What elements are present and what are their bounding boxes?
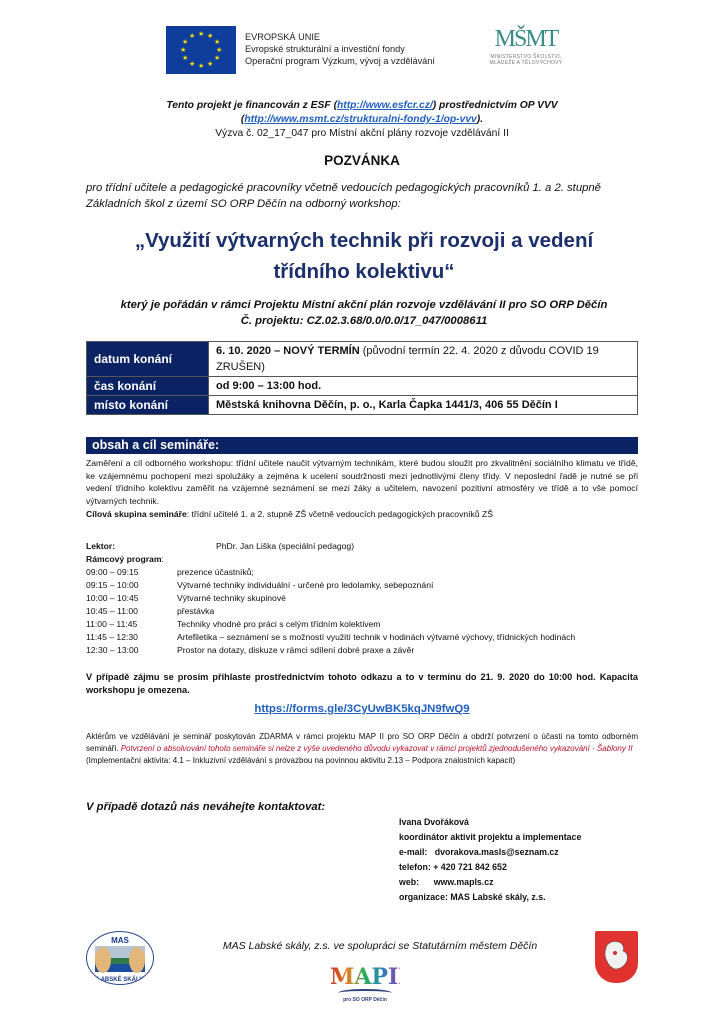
svg-text:MAS: MAS <box>111 936 129 945</box>
program-label: Rámcový program: <box>86 554 164 564</box>
esf-link[interactable]: http://www.esfcr.cz/ <box>337 100 433 111</box>
msmt-logo <box>485 24 567 74</box>
email-link[interactable]: dvorakova.masls@seznam.cz <box>434 847 559 857</box>
eu-line-3: Operační program Výzkum, vývoj a vzdělávání <box>245 56 435 66</box>
funding-line-2: (http://www.msmt.cz/strukturalni-fondy-1/op-vvv). <box>240 114 484 125</box>
svg-text:LABSKÉ SKÁLY: LABSKÉ SKÁLY <box>96 977 144 983</box>
eu-logo-text <box>245 31 435 67</box>
detail-row-time <box>87 377 638 396</box>
contact-email: e-mail: dvorakova.masls@seznam.cz <box>399 847 559 857</box>
detail-row-place <box>87 396 638 415</box>
eu-line-1: EVROPSKÁ UNIE <box>245 32 321 42</box>
target-group: Cílová skupina semináře: třídní učitelé 1. a 2. stupně ZŠ včetně vedoucích pedagogických pracovníků ZŠ <box>86 509 493 519</box>
contact-question: V případě dotazů nás neváhejte kontaktovat: <box>86 801 326 813</box>
decin-coat-of-arms-icon <box>595 931 638 983</box>
registration-link-wrap <box>0 699 724 717</box>
detail-value: 6. 10. 2020 – NOVÝ TERMÍN (původní termín 22. 4. 2020 z důvodu COVID 19 ZRUŠEN) <box>209 342 638 377</box>
detail-label: čas konání <box>87 377 209 396</box>
msmt-line-2: MLÁDEŽE A TĚLOVÝCHOVY <box>489 60 563 66</box>
section-heading-bar: obsah a cíl semináře: <box>86 437 638 454</box>
footer-text: MAS Labské skály, z.s. ve spolupráci se Statutárním městem Děčín <box>222 940 538 952</box>
registration-text: V případě zájmu se prosím přihlaste prostřednictvím tohoto odkazu a to v termínu do 21. 9. 2020 do 10:00 hod. Kapacita workshopu je omezena. <box>86 672 638 695</box>
msmt-link[interactable]: http://www.msmt.cz/strukturalni-fondy-1/op-vvv <box>244 114 477 125</box>
detail-label: datum konání <box>87 342 209 377</box>
web-link[interactable]: www.mapls.cz <box>433 877 494 887</box>
eu-flag-icon: ★ ★ ★ ★ ★ ★ ★ ★ ★ ★ ★ ★ <box>166 26 236 74</box>
invitation-target: pro třídní učitele a pedagogické pracovníky včetně vedoucích pedagogických pracovníků 1. a 2. stupně Základních škol z území SO ORP Děčín na odborný workshop: <box>86 182 601 210</box>
contact-block <box>399 815 581 905</box>
notes-warning: Potvrzení o absolvování tohoto semináře si nelze z výše uvedeného důvodu vykazovat v rámci projektů zjednodušeného vykazování - Šablony II <box>120 744 633 753</box>
detail-row-date <box>87 342 638 377</box>
eu-line-2: Evropské strukturální a investiční fondy <box>245 44 405 54</box>
contact-phone: telefon: + 420 721 842 652 <box>399 862 507 872</box>
mas-logo-icon <box>86 931 154 985</box>
msmt-mark: MŠMT <box>494 26 558 52</box>
implementation-activity: (Implementační aktivita: 4.1 – Inkluzivní vzdělávání s provazbou na povinnou aktivitu 2.13 – Podpora znalostních kapacit) <box>86 756 516 765</box>
notes: Aktérům ve vzdělávání je seminář poskytován ZDARMA v rámci projektu MAP II pro SO ORP Děčín a obdrží potvrzení o účasti na tomto odborném semináři. Potvrzení o absolvování tohoto semináře si nelze z výše uvedeného důvodu vykazovat v rámci projektů zjednodušeného vykazování - Šablony II (Implementační aktivita: 4.1 – Inkluzivní vzdělávání s provazbou na povinnou aktivitu 2.13 – Podpora znalostních kapacit) <box>86 732 638 765</box>
mapii-logo-icon: MAPII pro SO ORP Děčín <box>330 964 409 1003</box>
contact-role: koordinátor aktivit projektu a implementace <box>399 832 582 842</box>
msmt-line-1: MINISTERSTVO ŠKOLSTVÍ, <box>490 54 562 60</box>
call-number: Výzva č. 02_17_047 pro Místní akční plány rozvoje vzdělávání II <box>215 128 509 139</box>
contact-web: web: www.mapls.cz <box>399 877 494 887</box>
details-table <box>86 341 638 415</box>
funding-line-1: Tento projekt je financován z ESF (http://www.esfcr.cz/) prostřednictvím OP VVV <box>166 100 558 111</box>
section-description: Zaměření a cíl odborného workshopu: třídní učitele naučit výtvarným technikám, které budou sloužit pro zkvalitnění sociálního klimatu ve třídě, ke vzájemnému pochopení mezi spolužáky a zejména k ucelení soudržnosti mezi jednotlivými členy třídy. V neposlední řadě je nutné se při vedení třídního kolektivu zaměřit na vzájemné seznámení se mezi žáky a učitelem, navození pozitivní atmosféry ve třídě a to vše pomocí výtvarných technik. <box>86 458 638 506</box>
invitation-heading: POZVÁNKA <box>324 153 400 168</box>
workshop-subtitle: který je pořádán v rámci Projektu Místní akční plán rozvoje vzdělávání II pro SO ORP Děčín Č. projektu: CZ.02.3.68/0.0/0.0/17_047/0008611 <box>120 299 608 327</box>
detail-value: od 9:00 – 13:00 hod. <box>209 377 638 396</box>
detail-value: Městská knihovna Děčín, p. o., Karla Čapka 1441/3, 406 55 Děčín I <box>209 396 638 415</box>
workshop-title: „Využití výtvarných technik při rozvoji a vedení třídního kolektivu“ <box>134 229 594 283</box>
contact-org: organizace: MAS Labské skály, z.s. <box>399 892 546 902</box>
registration-link[interactable]: https://forms.gle/3CyUwBK5kqJN9fwQ9 <box>254 703 470 715</box>
detail-label: místo konání <box>87 396 209 415</box>
contact-name: Ivana Dvořáková <box>399 817 469 827</box>
